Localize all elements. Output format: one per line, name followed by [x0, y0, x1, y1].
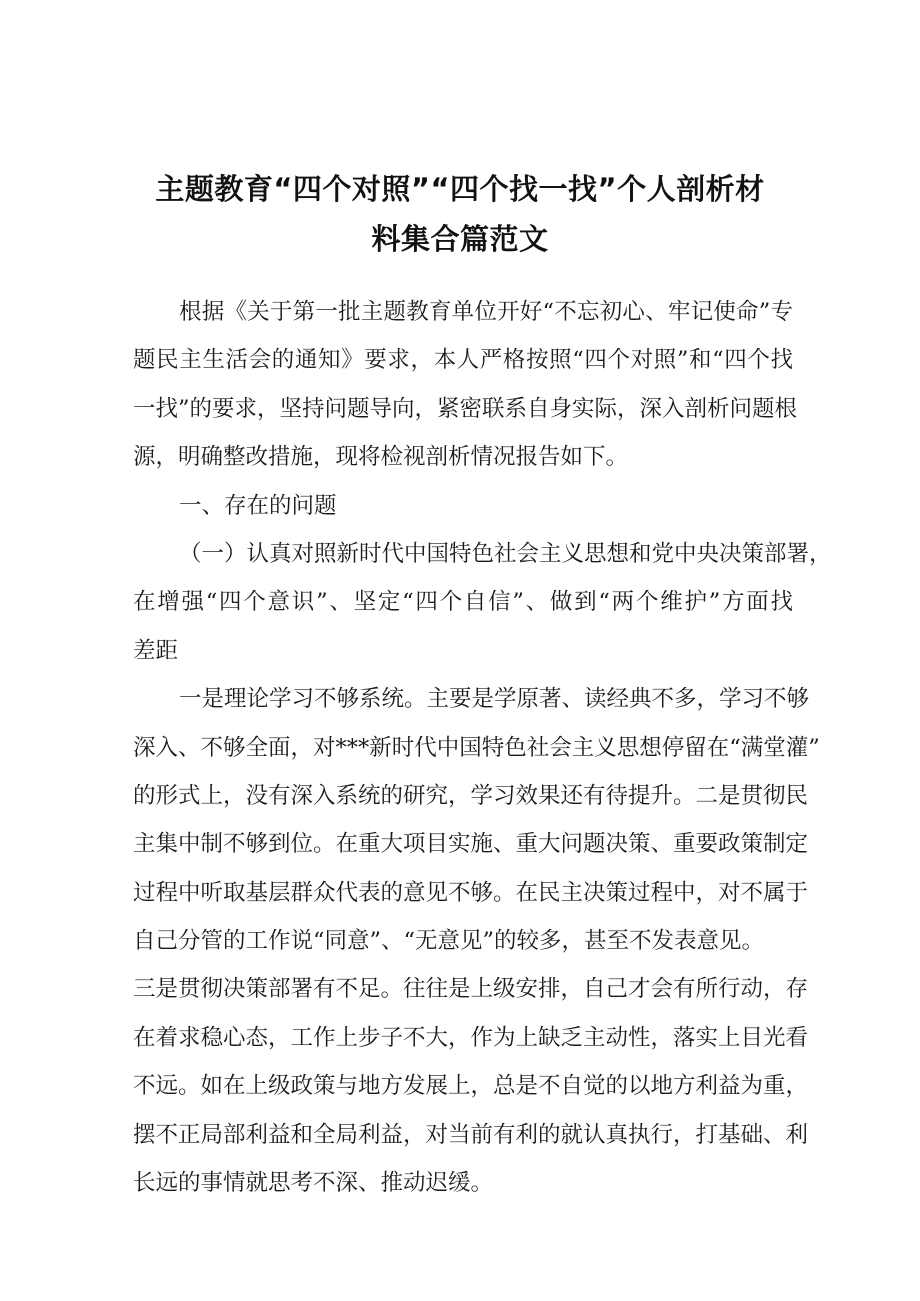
intro-paragraph-line: 一找”的要求，坚持问题导向，紧密联系自身实际，深入剖析问题根: [133, 395, 798, 422]
body-paragraph-line: 过程中听取基层群众代表的意见不够。在民主决策过程中，对不属于: [133, 879, 809, 906]
document-title: [100, 164, 820, 264]
body-paragraph-line: 长远的事情就思考不深、推动迟缓。: [133, 1170, 494, 1197]
subsection-heading-line: 在增强“四个意识”、坚定“四个自信”、做到“两个维护”方面找: [133, 589, 793, 616]
body-paragraph-line: 的形式上，没有深入系统的研究，学习效果还有待提升。二是贯彻民: [133, 782, 809, 809]
body-paragraph-line: 深入、不够全面，对***新时代中国特色社会主义思想停留在“满堂灌”: [133, 734, 820, 761]
title-line-1: 主题教育“四个对照”“四个找一找”个人剖析材: [155, 172, 765, 206]
intro-paragraph-line: 源，明确整改措施，现将检视剖析情况报告如下。: [133, 444, 629, 471]
title-line-2: 料集合篇范文: [371, 222, 549, 256]
body-paragraph-line: 在着求稳心态，工作上步子不大，作为上缺乏主动性，落实上目光看: [133, 1024, 809, 1051]
body-paragraph-line: 主集中制不够到位。在重大项目实施、重大问题决策、重要政策制定: [133, 831, 809, 858]
document-body: [133, 288, 832, 1207]
body-paragraph-line: 摆不正局部利益和全局利益，对当前有利的就认真执行，打基础、利: [133, 1121, 809, 1148]
subsection-heading-line: （一）认真对照新时代中国特色社会主义思想和党中央决策部署，: [179, 540, 832, 567]
body-paragraph-line: 不远。如在上级政策与地方发展上，总是不自觉的以地方利益为重，: [133, 1073, 809, 1100]
body-paragraph-line: 自己分管的工作说“同意”、“无意见”的较多，甚至不发表意见。: [133, 928, 765, 955]
body-paragraph-line: 一是理论学习不够系统。主要是学原著、读经典不多，学习不够: [179, 686, 810, 713]
subsection-heading-line: 差距: [133, 637, 179, 664]
intro-paragraph-line: 根据《关于第一批主题教育单位开好“不忘初心、牢记使命”专: [179, 299, 793, 325]
section-heading: 一、存在的问题: [179, 492, 337, 519]
intro-paragraph-line: 题民主生活会的通知》要求，本人严格按照“四个对照”和“四个找: [133, 347, 793, 374]
body-paragraph-line: 三是贯彻决策部署有不足。往往是上级安排，自己才会有所行动，存: [133, 976, 809, 1003]
